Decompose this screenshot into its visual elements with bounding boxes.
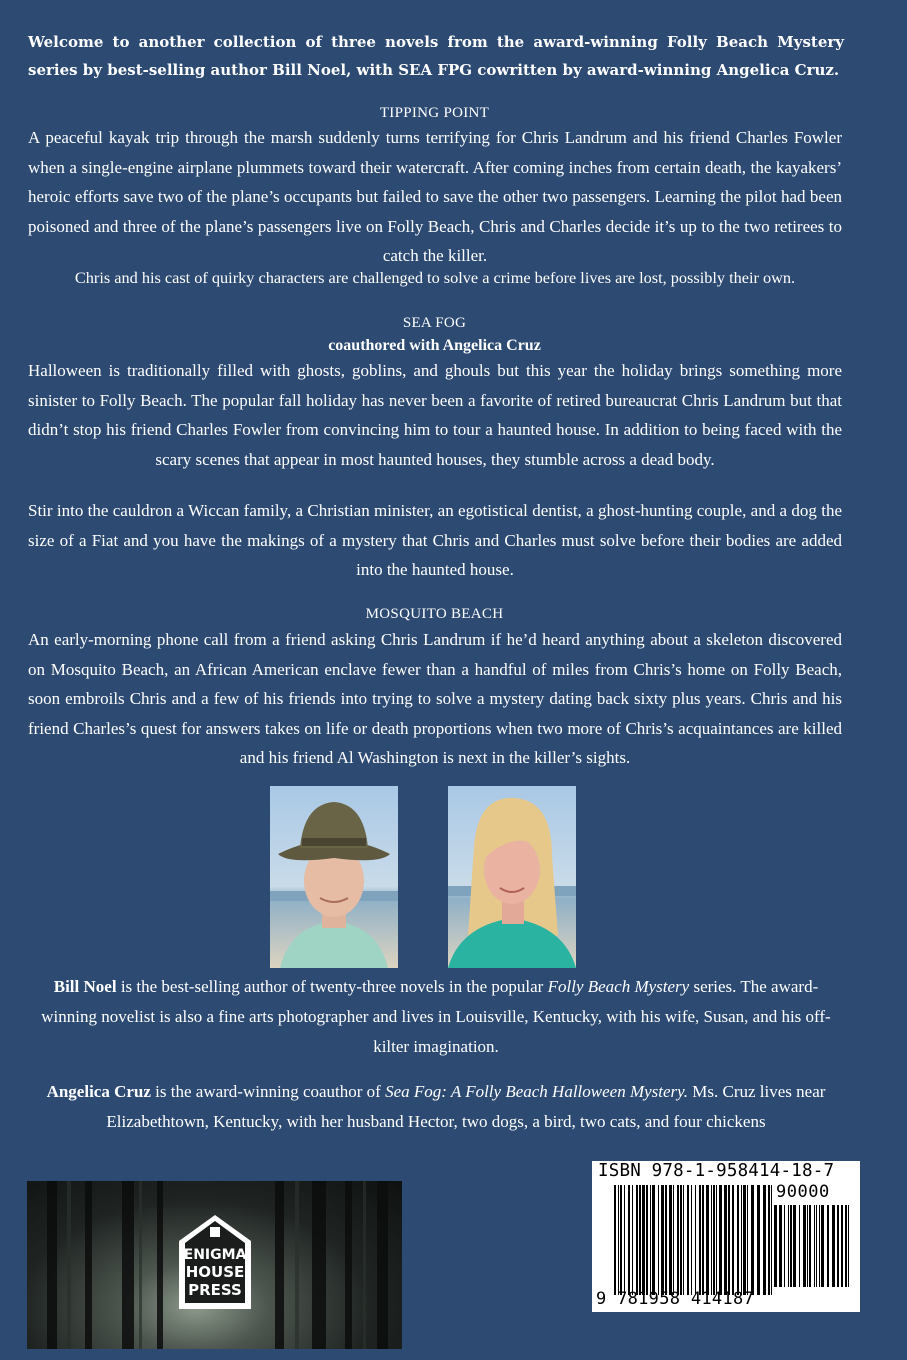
author-photo-bill-noel: [270, 786, 398, 968]
bio-angelica-cruz-book: Sea Fog: A Folly Beach Halloween Mystery.: [385, 1082, 689, 1101]
barcode-bar: [665, 1185, 667, 1295]
barcode-bar: [763, 1185, 766, 1295]
barcode-bar: [620, 1185, 622, 1295]
bio-angelica-cruz: [28, 1077, 844, 1137]
barcode-bar: [650, 1185, 651, 1295]
sea-fog-paragraph-1: Halloween is traditionally filled with ghosts, goblins, and ghouls but this year the holiday brings something more sinister to Folly Beach. The popular fall holiday has never been a favorite of retired bureaucrat Chris Landrum but that didn’t stop his friend Charles Fowler from convincing him to tour a haunted house. In addition to being faced with the scary scenes that appear in most haunted houses, they stumble across a dead body.: [28, 361, 842, 469]
barcode-bar: [687, 1185, 689, 1295]
barcode-bar: [845, 1205, 847, 1287]
logo-line-3: PRESS: [188, 1281, 242, 1299]
barcode-bar: [790, 1205, 792, 1287]
barcode-bar: [699, 1185, 701, 1295]
barcode-bar: [652, 1185, 655, 1295]
barcode-bar: [711, 1185, 712, 1295]
barcode-bar: [788, 1205, 789, 1287]
barcode-bar: [819, 1205, 820, 1287]
sea-fog-subtitle: coauthored with Angelica Cruz: [328, 337, 541, 354]
barcode-bar: [768, 1185, 770, 1295]
section-title-sea-fog: SEA FOG: [402, 315, 467, 331]
barcode-bar: [827, 1205, 829, 1287]
barcode-bar: [799, 1205, 800, 1287]
barcode-bar: [821, 1205, 824, 1287]
section-title-mosquito-beach: MOSQUITO BEACH: [365, 606, 504, 622]
logo-line-1: ENIGMA: [183, 1247, 247, 1263]
barcode-bar: [646, 1185, 648, 1295]
barcode-bar: [771, 1185, 772, 1295]
barcode-bar: [706, 1185, 709, 1295]
barcode-bar: [774, 1205, 777, 1287]
enigma-house-press-logo: [175, 1211, 255, 1311]
tipping-point-paragraph-1: A peaceful kayak trip through the marsh suddenly turns terrifying for Chris Landrum and his friend Charles Fowler when a single-engine airplane plummets toward their watercraft. After coming inches from certain death, the kayakers’ heroic efforts save two of the plane’s occupants but failed to save the other two passengers. Learning the pilot had been poisoned and three of the plane’s passengers live on Folly Beach, Chris and Charles decide it’s up to the two retirees to catch the killer.: [28, 128, 842, 265]
ean-number: 9 781958 414187: [596, 1289, 755, 1309]
barcode-bar: [680, 1185, 682, 1295]
barcode-bar: [728, 1185, 730, 1295]
mosquito-beach-paragraph: An early-morning phone call from a friend asking Chris Landrum if he’d heard anything about a skeleton discovered on Mosquito Beach, an African American enclave fewer than a handful of miles from Chris’s home on Folly Beach, soon embroils Chris and a few of his friends into trying to solve a mystery dating back sixty plus years. Chris and his friend Charles’s quest for answers takes on life or death proportions when two more of Chris’s acquaintances are killed and his friend Al Washington is next in the killer’s sights.: [28, 630, 842, 767]
publisher-forest-image: [27, 1181, 402, 1349]
barcode-bar: [841, 1205, 843, 1287]
bio-bill-noel: [28, 972, 844, 1062]
barcode-bar: [639, 1185, 641, 1295]
sea-fog-paragraph-2: Stir into the cauldron a Wiccan family, a Christian minister, an egotistical dentist, a ghost-hunting couple, and a dog the size of a Fiat and you have the makings of a mystery that Chris and Charles must solve before their bodies are added into the haunted house.: [28, 501, 842, 579]
bio-bill-noel-name: Bill Noel: [53, 977, 117, 996]
bio-angelica-cruz-text-2: Ms. Cruz lives near Elizabethtown, Kentucky, with her husband Hector, two dogs, a bird, two cats, and four chickens: [106, 1082, 826, 1131]
barcode-bar: [702, 1185, 704, 1295]
barcode-bar: [636, 1185, 638, 1295]
intro-paragraph: Welcome to another collection of three novels from the award-winning Folly Beach Mystery series by best-selling author Bill Noel, with SEA FPG cowritten by award-winning Angelica Cruz.: [28, 33, 844, 79]
bio-angelica-cruz-text-1: is the award-winning coauthor of: [150, 1082, 386, 1101]
barcode-bar: [848, 1205, 849, 1287]
barcode-bar: [716, 1185, 717, 1295]
barcode-bar: [683, 1185, 684, 1295]
barcode-bar: [779, 1205, 782, 1287]
isbn-label: ISBN 978-1-958414-18-7: [598, 1161, 835, 1181]
barcode-bar: [747, 1185, 748, 1295]
price-code: 90000: [776, 1182, 830, 1202]
bio-bill-noel-series: Folly Beach Mystery: [547, 977, 690, 996]
barcode-bar: [793, 1205, 796, 1287]
logo-line-2: HOUSE: [185, 1263, 245, 1281]
barcode-bar: [618, 1185, 619, 1295]
barcode-bar: [658, 1185, 659, 1295]
barcode-bar: [832, 1205, 835, 1287]
bio-bill-noel-text-2: series. The award-winning novelist is also a fine arts photographer and lives in Louisville, Kentucky, with his wife, Susan, and his off-kilter imagination.: [41, 977, 831, 1056]
barcode-bar: [751, 1185, 754, 1295]
barcode-bar: [724, 1185, 727, 1295]
barcode-bar: [719, 1185, 722, 1295]
author-photo-angelica-cruz: [448, 786, 576, 968]
barcode-bar: [661, 1185, 664, 1295]
barcode-bar: [816, 1205, 817, 1287]
barcode-bar: [732, 1185, 734, 1295]
barcode-bar: [757, 1185, 760, 1295]
barcode-bar: [814, 1205, 815, 1287]
barcode-bar: [614, 1185, 616, 1295]
barcode-bar: [737, 1185, 739, 1295]
bio-angelica-cruz-name: Angelica Cruz: [46, 1082, 151, 1101]
isbn-barcode: [592, 1161, 860, 1312]
barcode-bar: [743, 1185, 746, 1295]
barcode-bar: [642, 1185, 645, 1295]
barcode-bar: [784, 1205, 785, 1287]
barcode-bar: [691, 1185, 692, 1295]
barcode-bar: [837, 1205, 839, 1287]
barcode-bar: [673, 1185, 674, 1295]
barcode-bar: [677, 1185, 679, 1295]
barcode-bar: [628, 1185, 630, 1295]
barcode-bar: [803, 1205, 806, 1287]
tipping-point-paragraph-2: Chris and his cast of quirky characters are challenged to solve a crime before lives are lost, possibly their own.: [74, 268, 796, 287]
barcode-bar: [807, 1205, 808, 1287]
barcode-bar: [809, 1205, 811, 1287]
section-title-tipping-point: TIPPING POINT: [379, 105, 490, 121]
barcode-bar: [624, 1185, 625, 1295]
barcode-bar: [669, 1185, 672, 1295]
barcode-bar: [695, 1185, 696, 1295]
barcode-bar: [632, 1185, 633, 1295]
barcode-bar: [713, 1185, 715, 1295]
barcode-bar: [741, 1185, 742, 1295]
bio-bill-noel-text-1: is the best-selling author of twenty-three novels in the popular: [116, 977, 548, 996]
